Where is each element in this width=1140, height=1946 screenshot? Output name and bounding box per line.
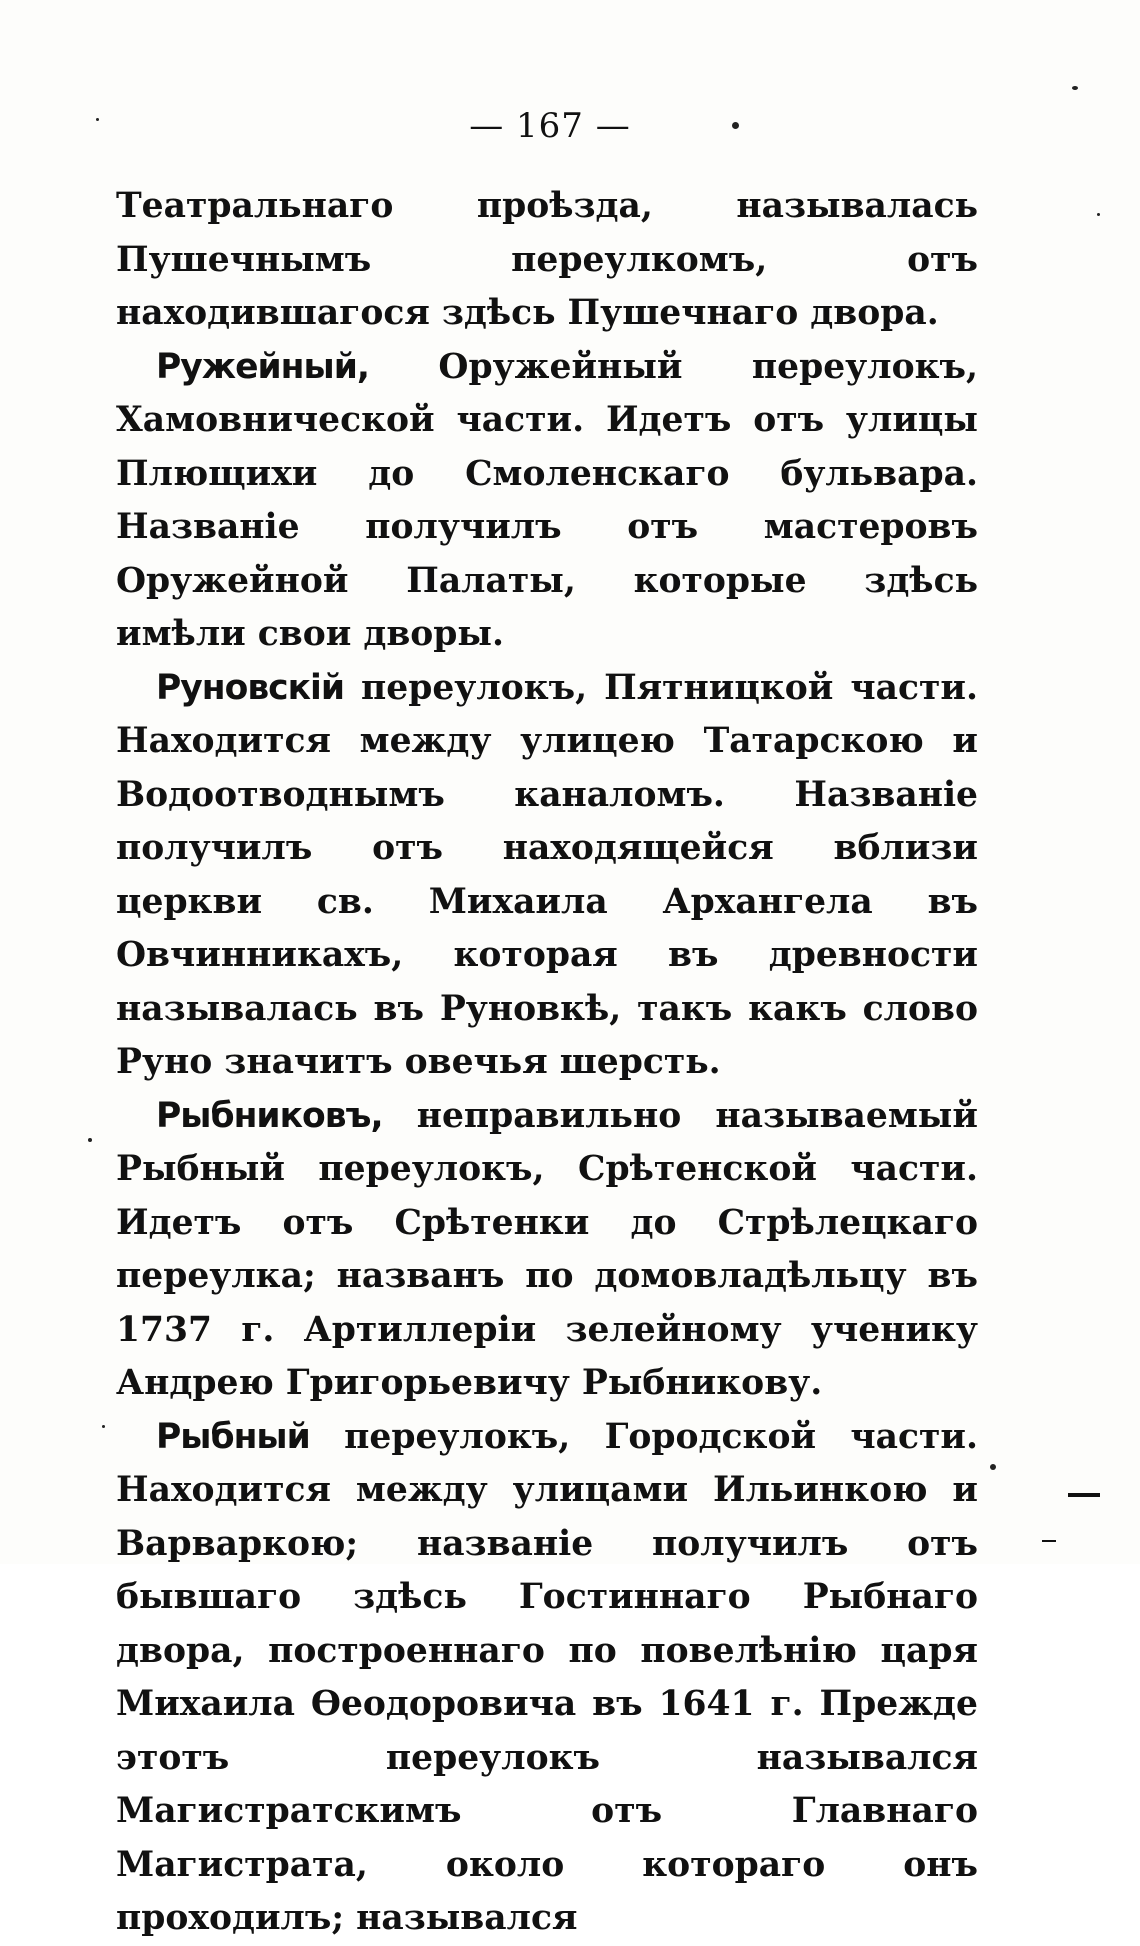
scan-speck	[1097, 213, 1100, 216]
entry-rybny	[116, 1411, 978, 1946]
entry-heading: Рыбный	[156, 1416, 310, 1457]
entry-text: неправильно называемый Рыбный переулокъ, Срѣтенской части. Идетъ отъ Срѣтенки до Стрѣлецкаго переулка; названъ по домовладѣльцу въ 1737 г. Артиллеріи зелейному ученику Андрею Григорьевичу Рыбникову.	[116, 1095, 978, 1403]
scan-speck	[88, 1138, 92, 1142]
scan-speck	[96, 118, 99, 121]
paragraph-continuation	[116, 180, 978, 341]
entry-ruzheiny	[116, 341, 978, 662]
entry-heading: Руновскій	[156, 667, 345, 708]
entry-rybnikov	[116, 1090, 978, 1411]
scan-speck	[1072, 86, 1078, 90]
scan-mark	[1068, 1493, 1100, 1497]
page-number: — 167 —	[469, 106, 631, 146]
scan-speck	[732, 122, 739, 129]
entry-heading: Рыбниковъ,	[156, 1095, 383, 1136]
entry-text: переулокъ, Пятницкой части. Находится между улицею Татарскою и Водоотводнымъ каналомъ. Названіе получилъ отъ находящейся вблизи церкви св. Михаила Архангела въ Овчинникахъ, которая въ древности называлась въ Руновкѣ, такъ какъ слово Руно значитъ овечья шерсть.	[116, 667, 978, 1082]
entry-text: переулокъ, Городской части. Находится между улицами Ильинкою и Варваркою; названіе получилъ отъ бывшаго здѣсь Гостиннаго Рыбнаго двора, построеннаго по повелѣнію царя Михаила Өеодоровича въ 1641 г. Прежде этотъ переулокъ назывался Магистратскимъ отъ Главнаго Магистрата, около котораго онъ проходилъ; назывался	[116, 1416, 978, 1938]
entry-text: Оружейный переулокъ, Хамовнической части. Идетъ отъ улицы Плющихи до Смоленскаго бульвара. Названіе получилъ отъ мастеровъ Оружейной Палаты, которые здѣсь имѣли свои дворы.	[116, 346, 978, 654]
scan-mark	[1042, 1540, 1056, 1542]
paragraph-text: Театральнаго проѣзда, называлась Пушечнымъ переулкомъ, отъ находившагося здѣсь Пушечнаго двора.	[116, 186, 978, 333]
entry-runovsky	[116, 662, 978, 1090]
scan-speck	[102, 1425, 105, 1428]
entry-heading: Ружейный,	[156, 346, 369, 387]
scan-speck	[990, 1464, 996, 1470]
page-body-text	[116, 180, 978, 1946]
